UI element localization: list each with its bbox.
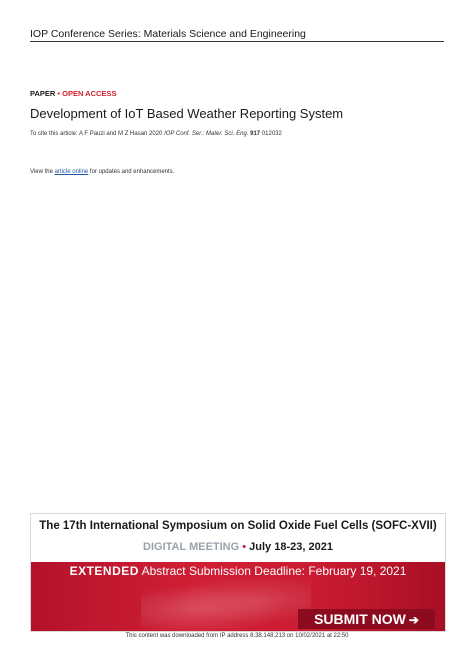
banner-people-photo — [141, 578, 311, 631]
paper-title: Development of IoT Based Weather Reporting System — [30, 106, 344, 121]
arrow-right-icon: ➔ — [408, 613, 419, 627]
banner-red-panel — [31, 562, 445, 631]
banner-dot: • — [242, 541, 247, 553]
citation-prefix: To cite this article: A F Pauzi and M Z Hasan 2020 — [30, 131, 165, 137]
citation-article-number: 012032 — [260, 131, 282, 137]
banner-dates: July 18-23, 2021 — [246, 541, 333, 553]
download-footer: This content was downloaded from IP address 8.38.148.213 on 10/02/2021 at 22:50 — [125, 633, 349, 639]
header-divider — [30, 41, 444, 42]
view-prefix: View the — [30, 169, 55, 175]
paper-label: PAPER — [30, 89, 56, 98]
citation-volume: 917 — [250, 131, 261, 137]
view-online-line — [30, 169, 174, 175]
banner-deadline: Abstract Submission Deadline: February 19, 2021 — [138, 564, 407, 578]
citation-line — [30, 131, 282, 137]
banner-extended: EXTENDED — [69, 564, 139, 578]
submit-label: SUBMIT NOW — [314, 611, 406, 627]
paper-access-line — [30, 89, 116, 98]
banner-meeting-line — [31, 541, 445, 553]
article-online-link[interactable]: article online — [54, 169, 89, 175]
journal-series-header: IOP Conference Series: Materials Science and Engineering — [30, 28, 306, 40]
access-separator: • — [57, 89, 61, 98]
submit-now-button[interactable] — [298, 609, 435, 629]
banner-digital-meeting: DIGITAL MEETING — [143, 541, 240, 553]
banner-deadline-line — [31, 564, 445, 578]
open-access-label: OPEN ACCESS — [62, 89, 117, 98]
banner-conference-title: The 17th International Symposium on Solid Oxide Fuel Cells (SOFC-XVII) — [39, 520, 437, 532]
conference-ad-banner[interactable] — [30, 513, 446, 632]
citation-journal: IOP Conf. Ser.: Mater. Sci. Eng. — [164, 131, 249, 137]
view-suffix: for updates and enhancements. — [88, 169, 175, 175]
